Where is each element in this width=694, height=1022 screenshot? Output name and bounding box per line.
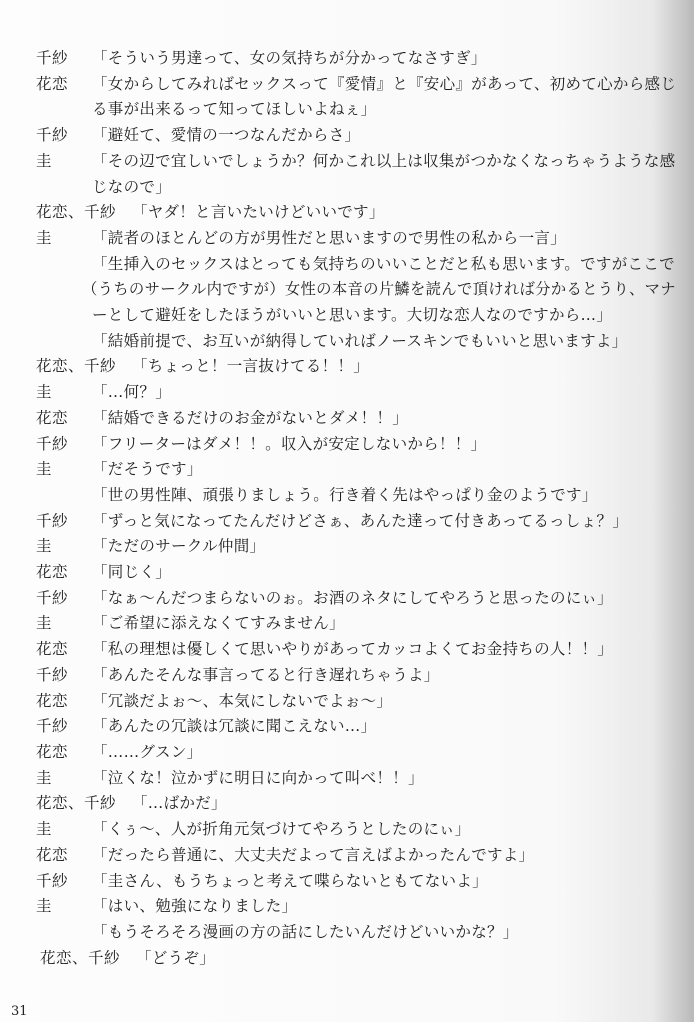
speaker-name: 花恋	[36, 640, 69, 659]
dialogue-line	[36, 252, 676, 278]
dialogue-text: 「私の理想は優しくて思いやりがあってカッコよくてお金持ちの人！！」	[92, 640, 614, 659]
dialogue-line	[36, 740, 676, 766]
dialogue-line	[36, 791, 676, 817]
dialogue-line	[36, 714, 676, 740]
dialogue-text: 「その辺で宜しいでしょうか？何かこれ以上は収集がつかなくなっちゃうような感	[92, 151, 676, 170]
speaker-name: 圭	[36, 897, 53, 916]
speaker-name: 花恋	[36, 845, 69, 864]
dialogue-line	[36, 406, 676, 432]
page-number: 31	[11, 1004, 28, 1019]
speaker-name: 花恋	[36, 74, 69, 93]
dialogue-line	[36, 457, 676, 483]
dialogue-line	[36, 200, 676, 226]
dialogue-text: 「ずっと気になってたんだけどさぁ、あんた達って付きあってるっしょ？」	[92, 511, 629, 530]
speaker-name: 圭	[36, 614, 53, 633]
dialogue-line	[36, 843, 676, 869]
dialogue-text: 「どうぞ」	[136, 948, 216, 967]
speaker-name: 圭	[36, 151, 53, 170]
dialogue-text: 「結婚前提で、お互いが納得していればノースキンでもいいと思いますよ」	[92, 331, 628, 350]
dialogue-line	[36, 534, 676, 560]
dialogue-text: 「はい、勉強になりました」	[92, 897, 298, 916]
dialogue-text: 「女からしてみればセックスって『愛情』と『安心』があって、初めて心から感じ	[92, 74, 677, 93]
dialogue-text: （うちのサークル内ですが）女性の本音の片鱗を読んで頂ければ分かるとうり、マナ	[82, 280, 676, 299]
speaker-name: 千紗	[36, 665, 69, 684]
speaker-name: 花恋、千紗	[36, 357, 117, 376]
dialogue-text: 「もうそろそろ漫画の方の話にしたいんだけどいいかな？」	[92, 922, 519, 941]
dialogue-text: ーとして避妊をしたほうがいいと思います。大切な恋人なのですから…」	[92, 306, 613, 325]
dialogue-text: 「生挿入のセックスはとっても気持ちのいいことだと私も思います。ですがここで	[92, 254, 675, 273]
dialogue-line	[36, 149, 676, 175]
dialogue-text: 「なぁ～んだつまらないのぉ。お酒のネタにしてやろうと思ったのにぃ」	[92, 588, 613, 607]
speaker-name: 千紗	[36, 588, 69, 607]
dialogue-text: 「同じく」	[92, 563, 172, 582]
speaker-name: 千紗	[36, 434, 69, 453]
dialogue-line	[36, 483, 676, 509]
speaker-name: 圭	[36, 768, 53, 787]
dialogue-line	[36, 586, 676, 612]
dialogue-text: 「…ばかだ」	[132, 794, 227, 813]
dialogue-text: 「そういう男達って、女の気持ちが分かってなさすぎ」	[92, 49, 487, 67]
dialogue-text: 「…何？」	[92, 383, 172, 402]
dialogue-line	[36, 123, 676, 149]
dialogue-line	[36, 611, 676, 637]
dialogue-line	[36, 509, 676, 535]
dialogue-line	[36, 560, 676, 586]
dialogue-line	[36, 766, 676, 792]
speaker-name: 千紗	[36, 871, 69, 890]
dialogue-line	[36, 946, 676, 972]
dialogue-text: 「避妊て、愛情の一つなんだからさ」	[92, 126, 361, 145]
speaker-name: 千紗	[36, 511, 69, 530]
dialogue-line	[36, 380, 676, 406]
dialogue-text: 「ただのサークル仲間」	[92, 537, 266, 556]
dialogue-line	[36, 689, 676, 715]
dialogue-text: 「くぅ～、人が折角元気づけてやろうとしたのにぃ」	[92, 820, 471, 839]
dialogue-line	[36, 329, 676, 355]
dialogue-line	[36, 72, 676, 98]
dialogue-text: 「読者のほとんどの方が男性だと思いますので男性の私から一言」	[92, 228, 567, 247]
dialogue-text: 「結婚できるだけのお金がないとダメ！！」	[92, 408, 409, 427]
speaker-name: 花恋	[36, 408, 69, 427]
speaker-name: 花恋	[36, 742, 69, 761]
speaker-name: 圭	[36, 820, 53, 839]
dialogue-text: 「ヤダ！と言いたいけどいいです」	[132, 203, 385, 222]
dialogue-text: 「ご希望に添えなくてすみません」	[92, 614, 345, 633]
speaker-name: 花恋、千紗	[36, 203, 117, 222]
dialogue-text: じなので」	[92, 177, 172, 196]
dialogue-text: 「冗談だよぉ～、本気にしないでよぉ～」	[92, 691, 393, 710]
dialogue-line	[36, 920, 676, 946]
speaker-name: 花恋、千紗	[40, 948, 121, 967]
dialogue-line	[36, 46, 676, 72]
speaker-name: 千紗	[36, 49, 69, 67]
speaker-name: 圭	[36, 228, 53, 247]
dialogue-text: 「圭さん、もうちょっと考えて喋らないともてないよ」	[92, 871, 488, 890]
dialogue-line	[36, 637, 676, 663]
speaker-name: 圭	[36, 383, 53, 402]
dialogue-line	[36, 175, 676, 201]
speaker-name: 千紗	[36, 717, 69, 736]
dialogue-text: 「あんたの冗談は冗談に聞こえない…」	[92, 717, 377, 736]
speaker-name: 花恋、千紗	[36, 794, 117, 813]
dialogue-line	[36, 894, 676, 920]
dialogue-line	[36, 303, 676, 329]
dialogue-text: 「泣くな！泣かずに明日に向かって叫べ！！」	[92, 768, 424, 787]
dialogue-text: 「……グスン」	[92, 742, 203, 761]
speaker-name: 圭	[36, 537, 53, 556]
dialogue-text: 「だそうです」	[92, 460, 203, 479]
dialogue-text: 「だったら普通に、大丈夫だよって言えばよかったんですよ」	[92, 845, 535, 864]
speaker-name: 花恋	[36, 563, 69, 582]
dialogue-line	[36, 817, 676, 843]
speaker-name: 花恋	[36, 691, 69, 710]
speaker-name: 圭	[36, 460, 53, 479]
dialogue-line	[36, 354, 676, 380]
dialogue-line	[36, 97, 676, 123]
speaker-name: 千紗	[36, 126, 69, 145]
dialogue-line	[36, 869, 676, 895]
dialogue-line	[36, 432, 676, 458]
dialogue-text: 「フリーターはダメ！！。収入が安定しないから！！」	[92, 434, 487, 453]
dialogue-text: 「あんたそんな事言ってると行き遅れちゃうよ」	[92, 665, 440, 684]
dialogue-line	[36, 226, 676, 252]
dialogue-text: る事が出来るって知ってほしいよねぇ」	[92, 100, 377, 119]
dialogue-text: 「ちょっと！一言抜けてる！！」	[132, 357, 370, 376]
dialogue-line	[36, 277, 676, 303]
dialogue-block	[36, 46, 676, 971]
dialogue-line	[36, 663, 676, 689]
dialogue-text: 「世の男性陣、頑張りましょう。行き着く先はやっぱり金のようです」	[92, 485, 598, 504]
